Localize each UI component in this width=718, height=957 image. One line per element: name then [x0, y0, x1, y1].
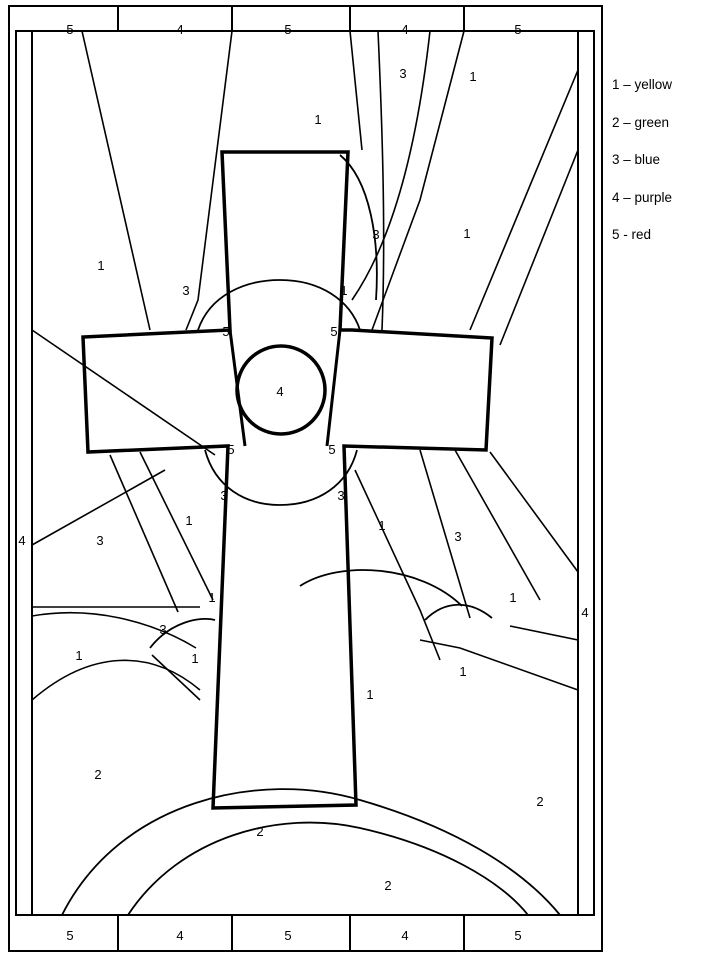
- bottom-border-number-4: 5: [514, 928, 522, 943]
- bottom-border-number-2: 5: [284, 928, 292, 943]
- bottom-border-number-3: 4: [401, 928, 409, 943]
- region-number-c7: 3: [182, 283, 190, 298]
- region-number-c17: 1: [185, 513, 193, 528]
- region-number-c12: 5: [227, 442, 235, 457]
- region-number-c4: 3: [372, 227, 380, 242]
- legend-item-5: 5 - red: [612, 227, 652, 242]
- region-number-c26: 1: [366, 687, 374, 702]
- region-number-c3: 1: [314, 112, 322, 127]
- cross-shape: [83, 152, 492, 808]
- region-numbers: [75, 66, 543, 893]
- legend-item-1: 1 – yellow: [612, 77, 673, 92]
- left-border-number-0: 4: [18, 533, 26, 548]
- top-border-number-1: 4: [176, 22, 184, 37]
- top-border-number-3: 4: [401, 22, 409, 37]
- region-number-c6: 1: [97, 258, 105, 273]
- region-number-c25: 1: [459, 664, 467, 679]
- region-number-c9: 5: [222, 324, 230, 339]
- region-number-c10: 5: [330, 324, 338, 339]
- legend-item-4: 4 – purple: [612, 189, 673, 205]
- color-legend: [612, 78, 718, 266]
- region-number-c2: 1: [469, 69, 477, 84]
- right-border-number-0: 4: [581, 605, 589, 620]
- region-number-c16: 3: [96, 533, 104, 548]
- region-number-c1: 3: [399, 66, 407, 81]
- region-number-c29: 2: [256, 824, 264, 839]
- top-border-numbers: [66, 22, 521, 37]
- region-number-c22: 3: [159, 622, 167, 637]
- region-number-c24: 1: [191, 651, 199, 666]
- bottom-border-number-0: 5: [66, 928, 74, 943]
- region-number-c13: 5: [328, 442, 336, 457]
- region-number-c15: 3: [337, 488, 345, 503]
- region-number-c14: 3: [220, 488, 228, 503]
- inner-frame: [16, 31, 594, 915]
- region-number-c30: 2: [384, 878, 392, 893]
- region-number-c21: 1: [208, 590, 216, 605]
- background-rays: [32, 31, 578, 700]
- frame-group: [9, 6, 602, 951]
- top-border-number-2: 5: [284, 22, 292, 37]
- region-number-c18: 1: [378, 518, 386, 533]
- outer-frame: [9, 6, 602, 951]
- region-number-c11: 4: [276, 384, 284, 399]
- legend-item-3: 3 – blue: [612, 152, 661, 167]
- bottom-border-numbers: [66, 928, 521, 943]
- region-number-c20: 1: [509, 590, 517, 605]
- top-border-number-4: 5: [514, 22, 522, 37]
- artwork-frame: [32, 31, 578, 915]
- top-border-number-0: 5: [66, 22, 74, 37]
- region-number-c27: 2: [94, 767, 102, 782]
- region-number-c23: 1: [75, 648, 83, 663]
- region-number-c8: 1: [340, 283, 348, 298]
- region-number-c19: 3: [454, 529, 462, 544]
- region-number-c28: 2: [536, 794, 544, 809]
- bottom-border-number-1: 4: [176, 928, 184, 943]
- region-number-c5: 1: [463, 226, 471, 241]
- legend-item-2: 2 – green: [612, 114, 670, 130]
